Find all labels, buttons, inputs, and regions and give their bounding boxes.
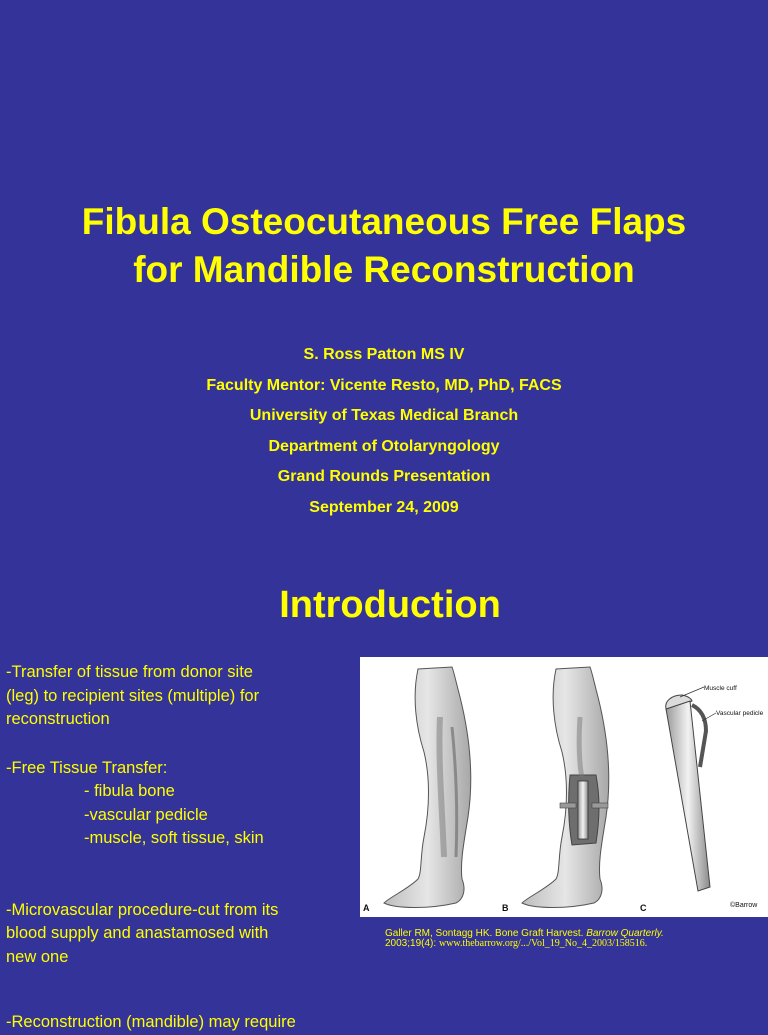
presentation-date: September 24, 2009 <box>309 498 459 516</box>
presentation-type: Grand Rounds Presentation <box>277 468 491 486</box>
bullet-text: -Microvascular procedure-cut from its <box>6 900 279 919</box>
caption-url: www.thebarrow.org/.../Vol_19_No_4_2003/158516. <box>438 938 648 949</box>
sub-item: -muscle, soft tissue, skin <box>84 829 264 847</box>
bullet-text: reconstruction <box>6 710 110 728</box>
bullet-text: -Transfer of tissue from donor site <box>6 663 253 681</box>
department: Department of Otolaryngology <box>268 437 500 455</box>
slide-title-line-2: for Mandible Reconstruction <box>133 249 635 290</box>
figure-caption <box>385 929 765 949</box>
leg-b-drawing <box>522 667 609 908</box>
sub-item: - fibula bone <box>84 782 175 800</box>
bullet-list <box>6 661 356 1035</box>
caption-journal: Barrow Quarterly. <box>586 928 664 939</box>
faculty-mentor: Faculty Mentor: Vicente Resto, MD, PhD, FACS <box>206 376 562 394</box>
sub-item: -vascular pedicle <box>84 805 208 824</box>
leg-a-drawing <box>384 667 471 908</box>
muscle-cuff-label: Muscle cuff <box>704 685 737 692</box>
introduction-heading: Introduction <box>279 584 501 626</box>
fibula-segment-drawing <box>666 687 716 891</box>
slide-title-line-1: Fibula Osteocutaneous Free Flaps <box>81 201 687 242</box>
presenter-name: S. Ross Patton MS IV <box>303 346 465 363</box>
vascular-pedicle-label: Vascular pedicle <box>716 710 764 717</box>
institution: University of Texas Medical Branch <box>249 407 519 425</box>
presenter-credits <box>0 340 768 524</box>
copyright-label: ©Barrow <box>730 902 758 909</box>
bullet-text: blood supply and anastamosed with <box>6 924 269 942</box>
bullet-text: -Free Tissue Transfer: <box>6 758 168 777</box>
caption-citation: 2003;19(4): <box>385 938 439 949</box>
slide-title <box>0 198 768 294</box>
bullet-text: (leg) to recipient sites (multiple) for <box>6 686 260 705</box>
figure-label-c: C <box>640 903 647 913</box>
fibula-harvest-illustration <box>360 657 768 917</box>
bullet-text: new one <box>6 947 69 966</box>
figure-label-b: B <box>502 903 509 913</box>
caption-authors: Galler RM, Sontagg HK. Bone Graft Harvest. <box>385 928 587 939</box>
bullet-text: -Reconstruction (mandible) may require <box>6 1013 296 1031</box>
figure-label-a: A <box>363 903 370 913</box>
